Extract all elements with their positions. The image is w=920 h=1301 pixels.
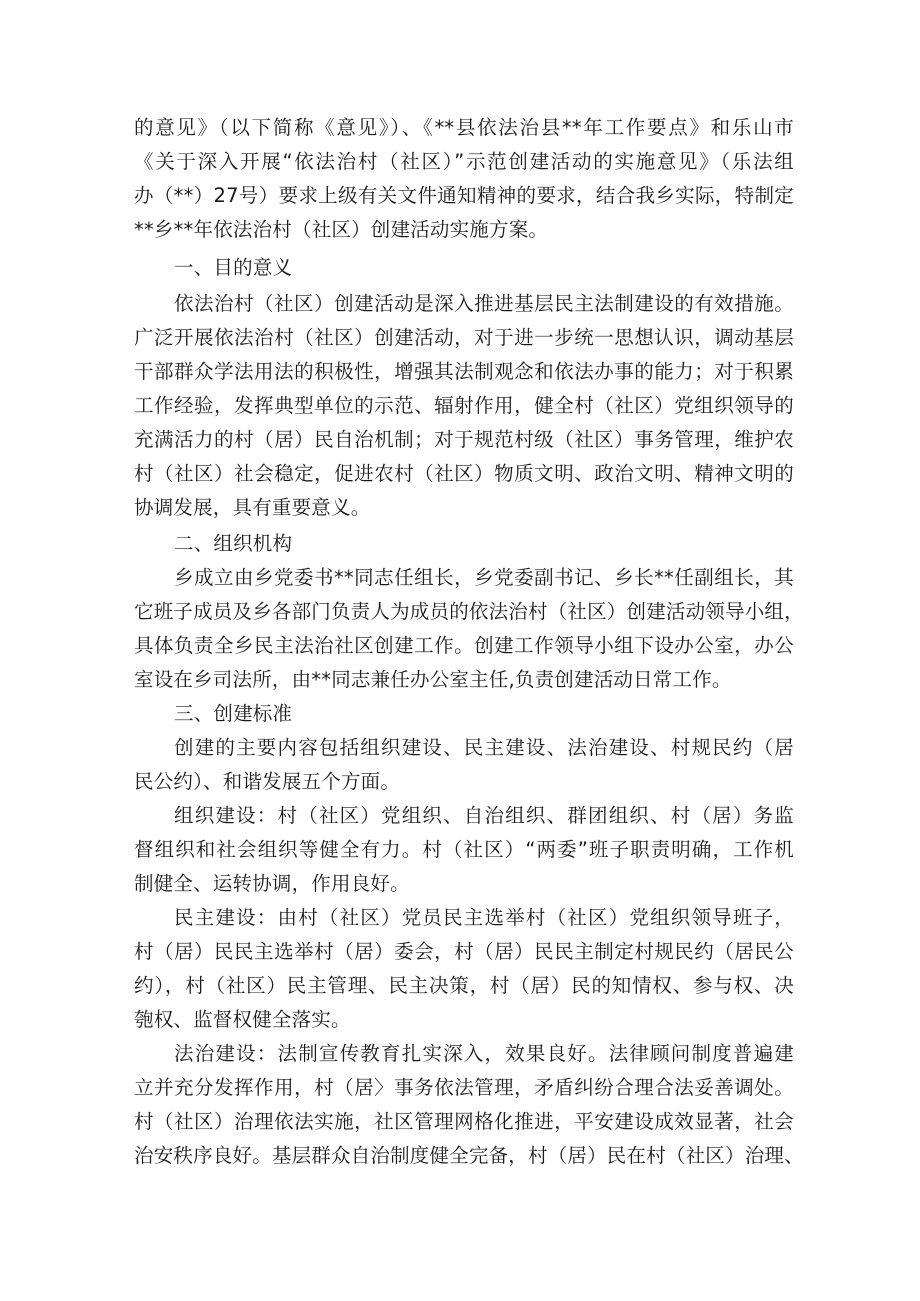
paragraph-first-line: 依法治村（社区）创建活动是深入推进基层民主法制建设的有效措施。 [174, 292, 794, 315]
text-line: 广泛开展依法治村（社区）创建活动，对于进一步统一思想认识，调动基层 [134, 326, 794, 349]
paragraph-first-line: 创建的主要内容包括组织建设、民主建设、法治建设、村规民约（居 [174, 736, 794, 759]
text-line: 民公约）、和谐发展五个方面。 [134, 770, 401, 793]
text-line: 治安秩序良好。基层群众自治制度健全完备，村（居）民在村（社区）治理、 [134, 1144, 804, 1167]
text-line: 约），村（社区）民主管理、民主决策，村（居）民的知情权、参与权、决 [134, 974, 794, 997]
text-line: 办（**）27号）要求上级有关文件通知精神的要求，结合我乡实际，特制定 [134, 184, 794, 207]
text-line: 协调发展，具有重要意义。 [134, 496, 371, 519]
paragraph-first-line: 法治建设：法制宣传教育扎实深入，效果良好。法律顾问制度普遍建 [174, 1042, 794, 1065]
paragraph-first-line: 组织建设：村（社区）党组织、自治组织、群团组织、村（居）务监 [174, 804, 794, 827]
text-line: **乡**年依法治村（社区）创建活动实施方案。 [134, 218, 549, 241]
text-line: 室设在乡司法所，由**同志兼任办公室主任,负责创建活动日常工作。 [134, 668, 732, 691]
text-line: 立并充分发挥作用，村（居〉事务依法管理，矛盾纠纷合理合法妥善调处。 [134, 1076, 794, 1099]
text-line: 村（社区）社会稳定，促进农村（社区）物质文明、政治文明、精神文明的 [134, 462, 794, 485]
text-line: 具体负责全乡民主法治社区创建工作。创建工作领导小组下设办公室，办公 [134, 634, 794, 657]
paragraph-first-line: 乡成立由乡党委书**同志任组长，乡党委副书记、乡长**任副组长，其 [174, 566, 794, 589]
text-line: 督组织和社会组织等健全有力。村（社区）“两委”班子职责明确，工作机 [134, 838, 794, 861]
text-line: 它班子成员及乡各部门负责人为成员的依法治村（社区）创建活动领导小组， [134, 600, 804, 623]
text-line: 《关于深入开展“依法治村（社区）”示范创建活动的实施意见》（乐法组 [134, 150, 794, 173]
section-heading: 二、组织机构 [174, 532, 293, 555]
text-line: 工作经验，发挥典型单位的示范、辐射作用，健全村（社区）党组织领导的 [134, 394, 794, 417]
section-heading: 一、目的意义 [174, 256, 293, 279]
section-heading: 三、创建标准 [174, 702, 293, 725]
text-line: 充满活力的村（居）民自治机制；对于规范村级（社区）事务管理，维护农 [134, 428, 794, 451]
text-line: 干部群众学法用法的积极性，增强其法制观念和依法办事的能力；对于积累 [134, 360, 794, 383]
text-line: 村（社区）治理依法实施，社区管理网格化推进，平安建设成效显著，社会 [134, 1110, 794, 1133]
paragraph-first-line: 民主建设：由村（社区）党员民主选举村（社区）党组织领导班子， [174, 906, 794, 929]
text-line: 制健全、运转协调，作用良好。 [134, 872, 410, 895]
text-line: 匏权、监督权健全落实。 [134, 1008, 351, 1031]
text-line: 村（居）民民主选举村（居）委会，村（居）民民主制定村规民约（居民公 [134, 940, 794, 963]
text-line: 的意见》（以下简称《意见》）、《**县依法治县**年工作要点》和乐山市 [134, 116, 794, 139]
